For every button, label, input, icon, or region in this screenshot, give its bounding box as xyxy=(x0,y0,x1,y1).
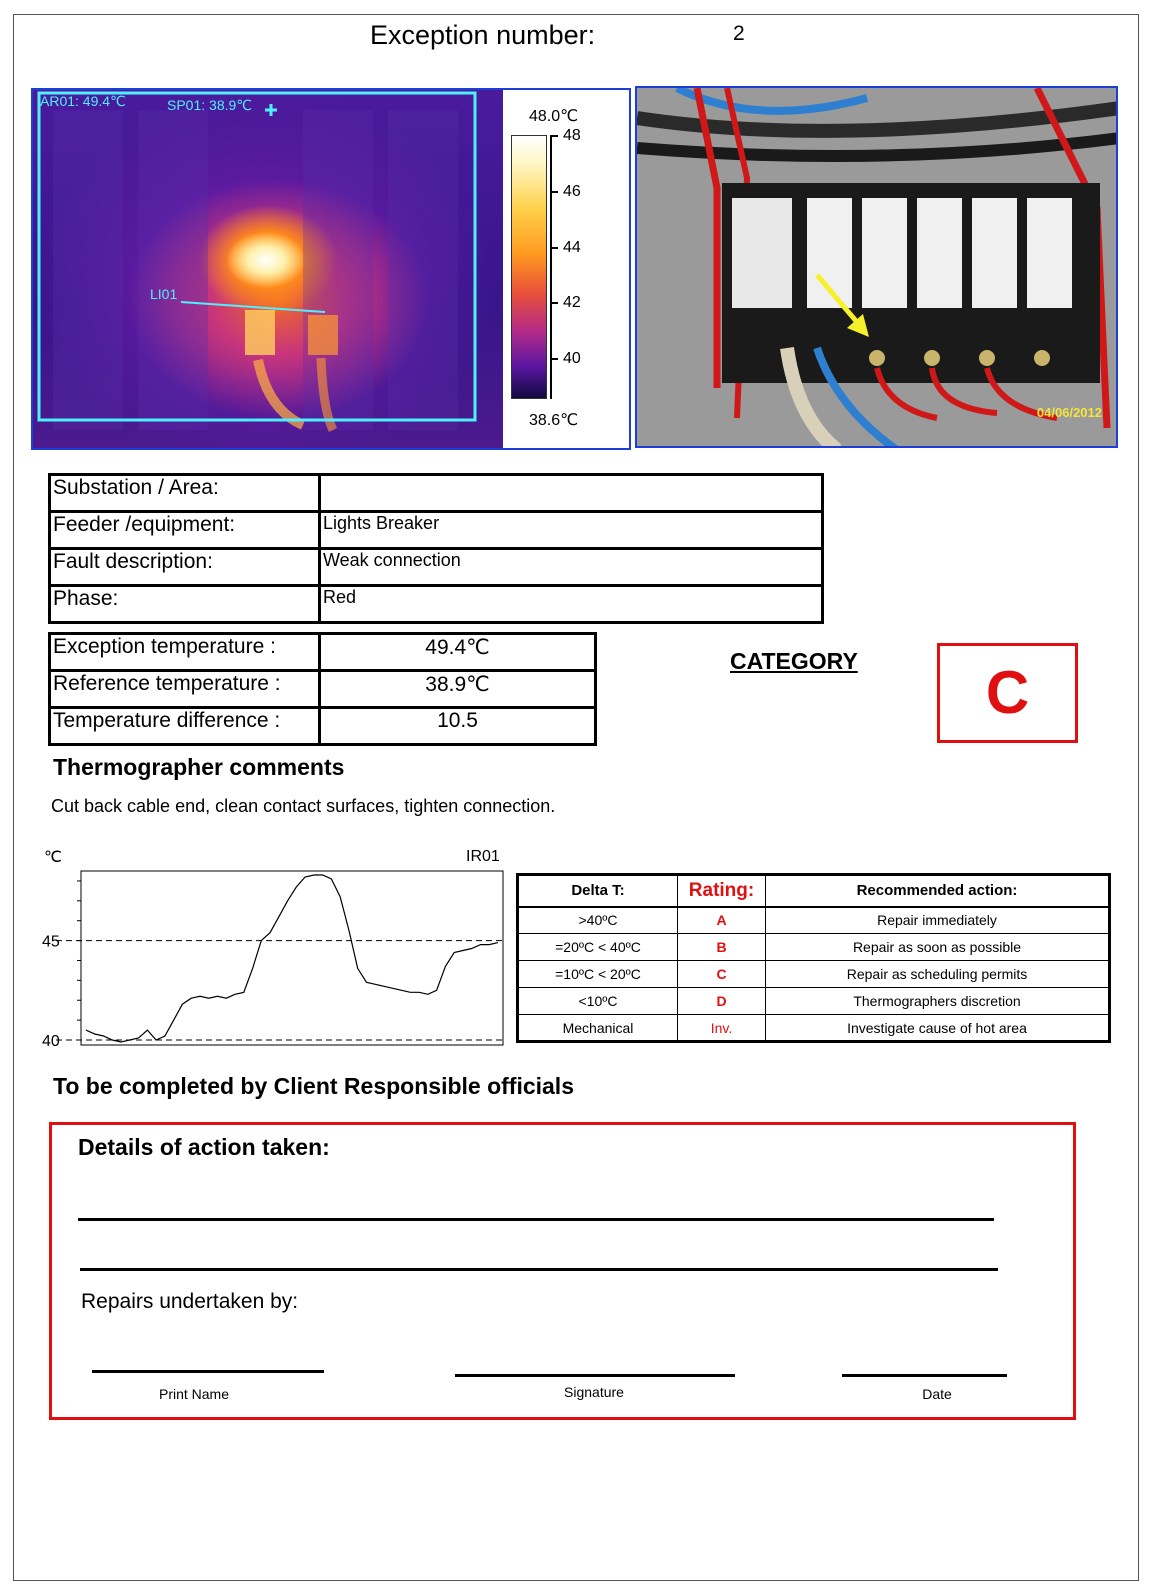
chart-frame xyxy=(81,871,503,1045)
rating-cell: C xyxy=(678,961,766,988)
delta-cell: >40ºC xyxy=(518,907,678,934)
rating-cell: D xyxy=(678,988,766,1015)
breaker-silhouette xyxy=(138,110,208,430)
spot-label: SP01: 38.9℃ xyxy=(167,97,252,113)
rating-cell: A xyxy=(678,907,766,934)
table-row xyxy=(50,634,596,671)
delta-cell: =10ºC < 20ºC xyxy=(518,961,678,988)
hot-terminal xyxy=(245,310,275,355)
row-label: Temperature difference : xyxy=(50,708,320,745)
delta-cell: Mechanical xyxy=(518,1015,678,1042)
col-header-action: Recommended action: xyxy=(766,875,1110,907)
warm-terminal xyxy=(308,315,338,355)
breaker-silhouette xyxy=(53,110,123,430)
breaker-silhouette xyxy=(303,110,373,430)
trend-chart xyxy=(36,843,506,1053)
chart-title: IR01 xyxy=(466,848,500,865)
visual-photo xyxy=(635,86,1118,448)
photo-illustration xyxy=(637,88,1118,448)
rating-cell: B xyxy=(678,934,766,961)
chart-unit-label: ℃ xyxy=(44,849,62,866)
table-row xyxy=(518,1015,1110,1042)
action-cell: Repair as scheduling permits xyxy=(766,961,1110,988)
scale-tick xyxy=(550,135,558,137)
table-row xyxy=(50,549,823,586)
print-name-label: Print Name xyxy=(158,1386,230,1402)
row-value: Weak connection xyxy=(320,549,823,586)
terminal xyxy=(979,350,995,366)
delta-cell: =20ºC < 40ºC xyxy=(518,934,678,961)
row-label: Fault description: xyxy=(50,549,320,586)
scale-tick-label: 42 xyxy=(563,294,581,311)
signature-line[interactable] xyxy=(455,1374,735,1377)
terminal xyxy=(924,350,940,366)
thermal-image xyxy=(31,88,631,450)
spot-marker xyxy=(265,104,277,116)
table-row xyxy=(50,708,596,745)
row-label: Exception temperature : xyxy=(50,634,320,671)
signature-label: Signature xyxy=(564,1384,624,1400)
row-value xyxy=(320,475,823,512)
temperature-table xyxy=(48,632,597,746)
details-line-1[interactable] xyxy=(78,1218,994,1221)
print-name-line[interactable] xyxy=(92,1370,324,1373)
scale-max: 48.0℃ xyxy=(529,108,579,125)
thermal-scene xyxy=(33,90,503,448)
rating-cell: Inv. xyxy=(678,1015,766,1042)
row-value: 49.4℃ xyxy=(320,634,596,671)
terminal xyxy=(1034,350,1050,366)
table-row xyxy=(518,934,1110,961)
area-label: AR01: 49.4℃ xyxy=(40,93,126,109)
table-row xyxy=(518,988,1110,1015)
row-label: Substation / Area: xyxy=(50,475,320,512)
row-label: Feeder /equipment: xyxy=(50,512,320,549)
table-row xyxy=(518,907,1110,934)
details-of-action-label: Details of action taken: xyxy=(78,1134,330,1160)
row-value: 38.9℃ xyxy=(320,671,596,708)
breaker xyxy=(1027,198,1072,308)
rating-table xyxy=(516,873,1111,1043)
scale-tick xyxy=(550,358,558,360)
line-label: LI01 xyxy=(150,286,178,302)
scale-tick-label: 44 xyxy=(563,239,581,256)
photo-date: 04/06/2012 xyxy=(1036,405,1102,420)
row-value: 10.5 xyxy=(320,708,596,745)
comments-title: Thermographer comments xyxy=(53,754,345,780)
client-section-title: To be completed by Client Responsible officials xyxy=(53,1073,574,1099)
date-line[interactable] xyxy=(842,1374,1007,1377)
table-row xyxy=(518,961,1110,988)
terminal xyxy=(869,350,885,366)
action-cell: Thermographers discretion xyxy=(766,988,1110,1015)
repairs-label: Repairs undertaken by: xyxy=(81,1290,299,1313)
table-row xyxy=(50,671,596,708)
breaker xyxy=(917,198,962,308)
row-value: Red xyxy=(320,586,823,623)
exception-title: Exception number: xyxy=(370,20,596,50)
date-label: Date xyxy=(922,1386,952,1402)
table-row xyxy=(50,475,823,512)
breaker-silhouette xyxy=(388,110,458,430)
col-header-delta: Delta T: xyxy=(518,875,678,907)
table-row xyxy=(50,512,823,549)
row-label: Phase: xyxy=(50,586,320,623)
client-action-box xyxy=(49,1122,1076,1420)
delta-cell: <10ºC xyxy=(518,988,678,1015)
chart-ticks xyxy=(42,881,81,1050)
details-line-2[interactable] xyxy=(80,1268,998,1271)
scale-tick-label: 40 xyxy=(563,350,581,367)
scale-tick xyxy=(550,247,558,249)
y-tick-label: 45 xyxy=(42,933,60,951)
row-value: Lights Breaker xyxy=(320,512,823,549)
col-header-rating: Rating: xyxy=(678,875,766,907)
action-cell: Repair as soon as possible xyxy=(766,934,1110,961)
breaker xyxy=(732,198,792,308)
scale-tick-label: 48 xyxy=(563,127,581,144)
table-row xyxy=(50,586,823,623)
breaker xyxy=(862,198,907,308)
scale-tick xyxy=(550,191,558,193)
scale-min: 38.6℃ xyxy=(529,412,579,429)
thermal-overlay xyxy=(33,90,503,448)
table-header-row xyxy=(518,875,1110,907)
breaker xyxy=(972,198,1017,308)
row-label: Reference temperature : xyxy=(50,671,320,708)
exception-number: 2 xyxy=(733,22,745,45)
temperature-scale xyxy=(503,90,629,448)
scale-tick xyxy=(550,302,558,304)
hot-cable xyxy=(258,360,303,425)
y-tick-label: 40 xyxy=(42,1033,60,1050)
scale-bar xyxy=(511,135,547,399)
category-badge: C xyxy=(937,643,1078,743)
scale-tick-label: 46 xyxy=(563,183,581,200)
details-table xyxy=(48,473,824,624)
action-cell: Repair immediately xyxy=(766,907,1110,934)
action-cell: Investigate cause of hot area xyxy=(766,1015,1110,1042)
series-line xyxy=(86,875,498,1042)
category-label: CATEGORY xyxy=(730,648,858,674)
comments-text: Cut back cable end, clean contact surfaces, tighten connection. xyxy=(51,796,556,816)
